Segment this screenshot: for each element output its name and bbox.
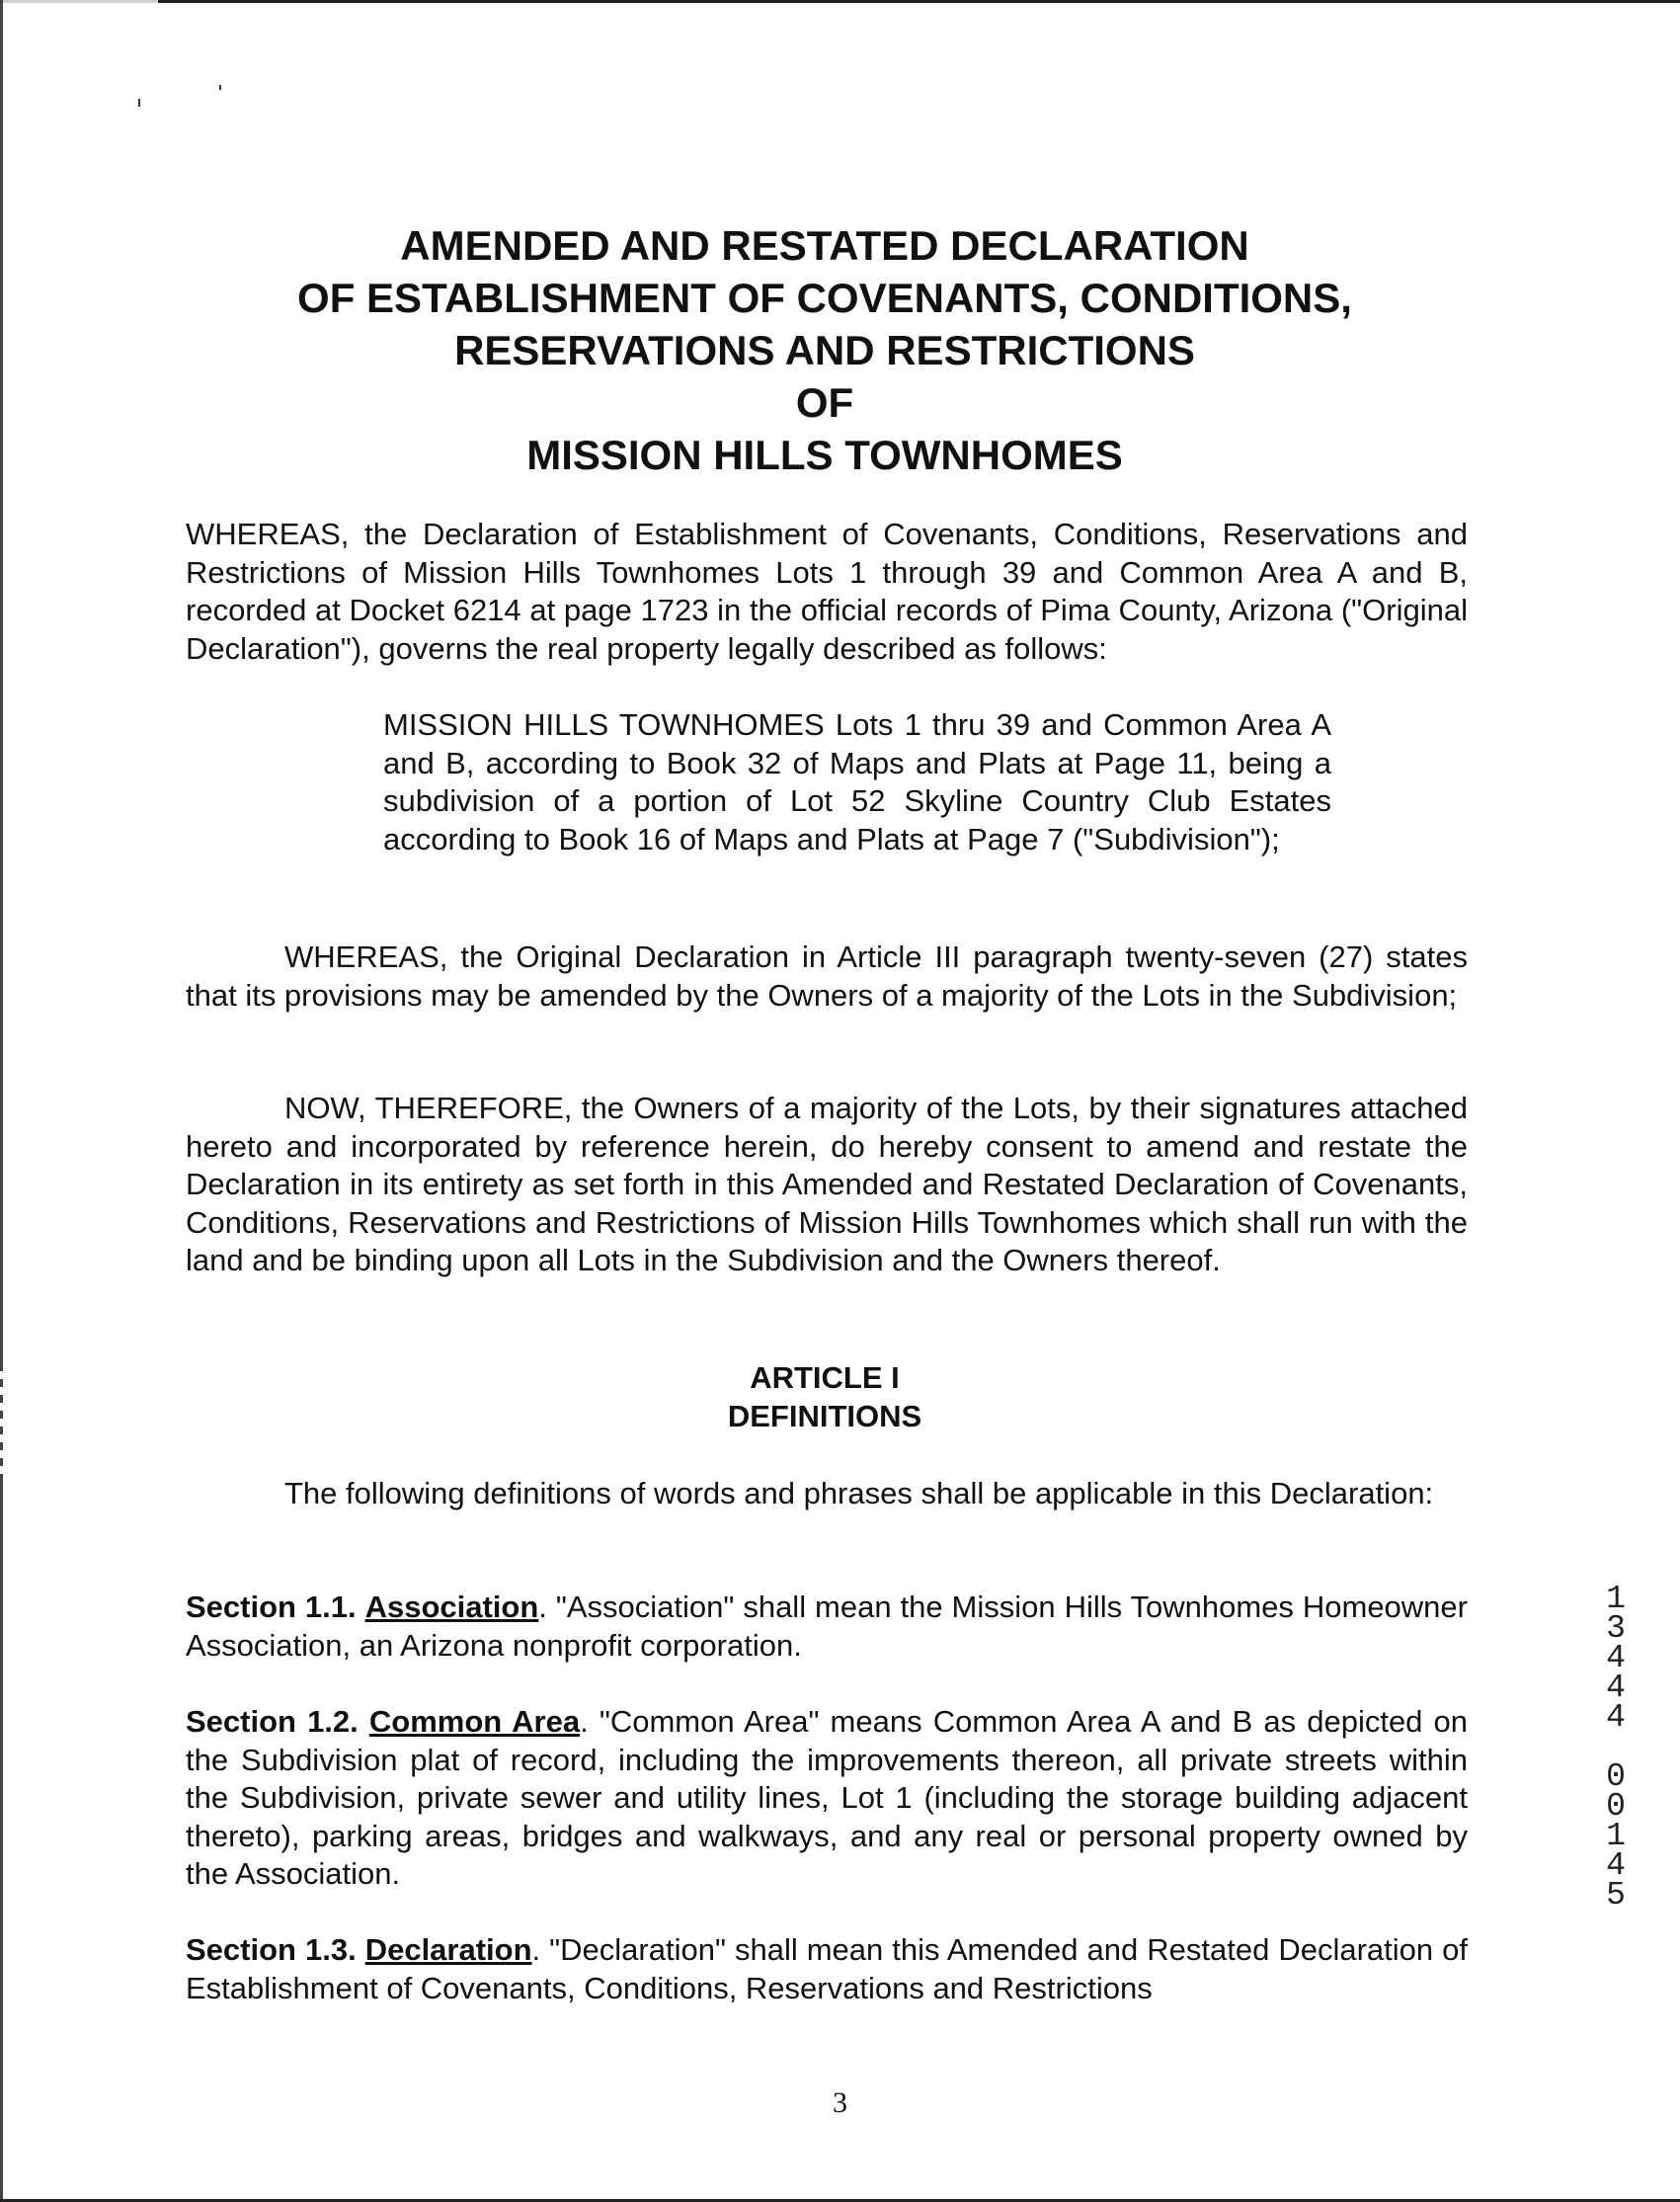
now-therefore-paragraph: NOW, THEREFORE, the Owners of a majority of the Lots, by their signatures attached hereto and incorporated by reference herein, do hereby consent to amend and restate the Declaration in its entirety as set forth in this Amended and Restated Declaration of Covenants, Conditions, Reservations and Restrictions of Mission Hills Townhomes which shall run with the land and be binding upon all Lots in the Subdivision and the Owners thereof.	[186, 1091, 1468, 1277]
scan-speck	[219, 85, 221, 90]
docket-stamp-page: 00145	[1606, 1758, 1626, 1914]
scan-speck	[138, 99, 140, 107]
section-term: Declaration	[364, 1932, 532, 1967]
article-name: DEFINITIONS	[727, 1399, 922, 1433]
section-label: Section 1.1.	[186, 1590, 357, 1624]
section-label: Section 1.2.	[186, 1704, 359, 1739]
section-label: Section 1.3.	[186, 1932, 357, 1967]
section-body: . "Association" shall mean the Mission Hills Townhomes Homeowner Association, an Arizona nonprofit corporation.	[186, 1590, 1468, 1663]
scan-edge-top-light	[0, 0, 158, 3]
whereas-paragraph-1: WHEREAS, the Declaration of Establishment of Covenants, Conditions, Reservations and Restrictions of Mission Hills Townhomes Lots 1 through 39 and Common Area A and B, recorded at Docket 6214 at page 1723 in the official records of Pima County, Arizona ("Original Declaration"), governs the real property legally described as follows:	[186, 517, 1468, 666]
docket-stamp	[1596, 1581, 1636, 1914]
section-1-1	[186, 1589, 1468, 1665]
title-line-1: AMENDED AND RESTATED DECLARATION	[400, 222, 1249, 269]
section-term: Common Area	[368, 1704, 581, 1739]
definitions-intro: The following definitions of words and phrases shall be applicable in this Declaration:	[284, 1476, 1434, 1510]
document-title	[178, 219, 1472, 481]
section-1-3	[186, 1931, 1468, 2007]
section-body: . "Declaration" shall mean this Amended and Restated Declaration of Establishment of Covenants, Conditions, Reservations and Restrictions	[186, 1932, 1468, 2005]
article-heading	[178, 1358, 1472, 1435]
scan-edge-top	[0, 0, 1680, 3]
page-number: 3	[833, 2086, 847, 2119]
title-line-3: RESERVATIONS AND RESTRICTIONS	[454, 327, 1195, 373]
article-number: ARTICLE I	[750, 1360, 900, 1395]
whereas-paragraph-2: WHEREAS, the Original Declaration in Article III paragraph twenty-seven (27) states that its provisions may be amended by the Owners of a majority of the Lots in the Subdivision;	[186, 939, 1468, 1013]
legal-description: MISSION HILLS TOWNHOMES Lots 1 thru 39 and Common Area A and B, according to Book 32 of Maps and Plats at Page 11, being a subdivision of a portion of Lot 52 Skyline Country Club Estates according to Book 16 of Maps and Plats at Page 7 ("Subdivision");	[383, 707, 1331, 856]
scan-edge-left	[0, 0, 3, 2202]
title-line-2: OF ESTABLISHMENT OF COVENANTS, CONDITIONS,	[297, 275, 1352, 321]
section-body: . "Common Area" means Common Area A and B as depicted on the Subdivision plat of record, including the improvements thereon, all private streets within the Subdivision, private sewer and utility lines, Lot 1 (including the storage building adjacent thereto), parking areas, bridges and walkways, and any real or personal property owned by the Association.	[186, 1704, 1469, 1891]
section-term: Association	[364, 1590, 539, 1624]
title-line-5: MISSION HILLS TOWNHOMES	[526, 432, 1123, 478]
docket-stamp-book: 13444	[1606, 1581, 1626, 1736]
title-line-4: OF	[795, 379, 854, 426]
scan-edge-left-broken	[0, 1363, 3, 1482]
section-1-2	[186, 1703, 1468, 1894]
